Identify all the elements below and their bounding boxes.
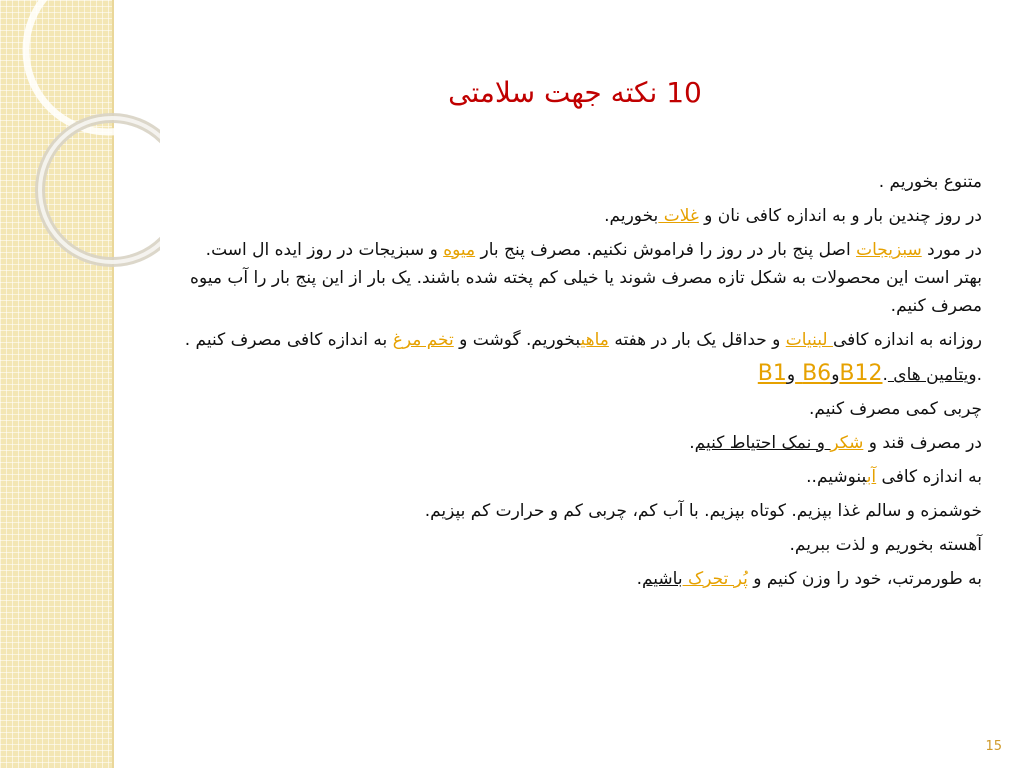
- link-water[interactable]: آب: [866, 467, 877, 487]
- link-vitamins[interactable]: ویتامین های: [887, 365, 977, 385]
- tip-item: در مورد سبزیجات اصل پنج بار در روز را فراموش نکنیم. مصرف پنج بار میوه و سبزیجات در روز ایده ال است. بهتر است این محصولات به شکل تازه مصرف شوند یا خیلی کم پخته شده باشند. یک بار از این پنج بار را آب میوه مصرف کنیم.: [190, 240, 982, 316]
- slide-title: 10 نکته جهت سلامتی: [448, 76, 702, 109]
- link-eggs[interactable]: تخم مرغ: [392, 330, 454, 350]
- link-sugar[interactable]: شکر: [830, 433, 864, 453]
- tips-list: [176, 168, 982, 599]
- link-fish[interactable]: ماهی: [580, 330, 609, 350]
- tip-item: آهسته بخوریم و لذت ببریم.: [789, 535, 982, 555]
- link-fruit[interactable]: میوه: [443, 240, 476, 260]
- tip-item: .ویتامین های .B12وB6 وB1: [757, 361, 982, 386]
- tip-item: متنوع بخوریم .: [878, 172, 982, 192]
- link-b6[interactable]: B6: [795, 361, 832, 386]
- link-dairy[interactable]: لبنیات: [785, 330, 833, 350]
- link-salt-caution[interactable]: و نمک احتیاط کنیم: [694, 433, 831, 453]
- tip-item: چربی کمی مصرف کنیم.: [808, 399, 982, 419]
- tip-item: خوشمزه و سالم غذا بپزیم. کوتاه بپزیم. با آب کم، چربی کم و حرارت کم بپزیم.: [424, 501, 982, 521]
- tip-item: به طورمرتب، خود را وزن کنیم و پُر تحرک باشیم.: [636, 569, 982, 589]
- link-be[interactable]: باشیم: [641, 569, 683, 589]
- tip-item: به اندازه کافی آببنوشیم..: [806, 467, 982, 487]
- link-b1[interactable]: B1: [757, 361, 787, 386]
- tip-item: در روز چندین بار و به اندازه کافی نان و غلات بخوریم.: [604, 206, 982, 226]
- decorative-side-panel: [0, 0, 114, 768]
- link-vegetables[interactable]: سبزیجات: [856, 240, 922, 260]
- tip-item: در مصرف قند و شکر و نمک احتیاط کنیم.: [689, 433, 982, 453]
- tip-item: روزانه به اندازه کافی لبنیات و حداقل یک بار در هفته ماهیبخوریم. گوشت و تخم مرغ به اندازه کافی مصرف کنیم .: [184, 330, 982, 350]
- page-number: 15: [985, 739, 1002, 754]
- link-b12[interactable]: B12: [839, 361, 883, 386]
- link-grains[interactable]: غلات: [658, 206, 699, 226]
- link-active[interactable]: پُر تحرک: [682, 569, 748, 589]
